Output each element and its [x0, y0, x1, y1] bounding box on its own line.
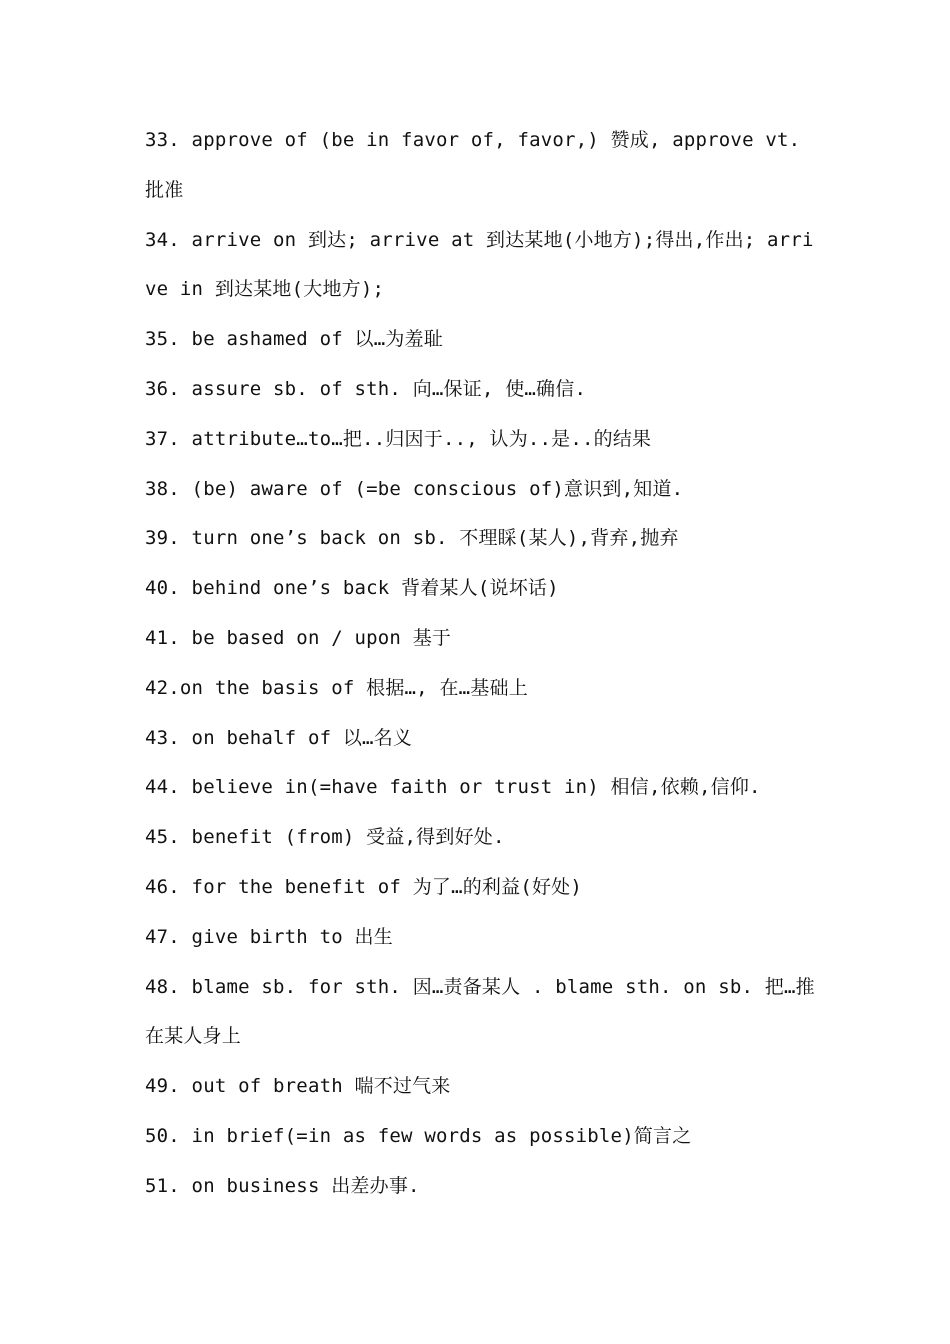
list-item: 51. on business 出差办事. — [145, 1174, 420, 1197]
phrase-list — [145, 116, 815, 1212]
list-item: 38. (be) aware of (=be conscious of)意识到,知道. — [145, 477, 684, 500]
list-item: 37. attribute…to…把..归因于.., 认为..是..的结果 — [145, 427, 652, 450]
list-item: 46. for the benefit of 为了…的利益(好处) — [145, 875, 583, 898]
list-item: 36. assure sb. of sth. 向…保证, 使…确信. — [145, 377, 587, 400]
list-item: 42.on the basis of 根据…, 在…基础上 — [145, 676, 528, 699]
list-item: 49. out of breath 喘不过气来 — [145, 1075, 451, 1098]
list-item: 48. blame sb. for sth. 因…责备某人 . blame sth. on sb. 把…推在某人身上 — [145, 975, 815, 1048]
list-item: 43. on behalf of 以…名义 — [145, 726, 413, 749]
list-item: 45. benefit (from) 受益,得到好处. — [145, 826, 505, 849]
list-item: 41. be based on / upon 基于 — [145, 626, 452, 649]
list-item: 50. in brief(=in as few words as possible)简言之 — [145, 1124, 692, 1147]
list-item: 35. be ashamed of 以…为羞耻 — [145, 328, 443, 351]
list-item: 44. believe in(=have faith or trust in) 相信,依赖,信仰. — [145, 776, 761, 799]
list-item: 39. turn one’s back on sb. 不理睬(某人),背弃,抛弃 — [145, 527, 679, 550]
list-item: 33. approve of (be in favor of, favor,) 赞成, approve vt. 批准 — [145, 129, 801, 201]
list-item: 34. arrive on 到达; arrive at 到达某地(小地方);得出,作出; arrive in 到达某地(大地方); — [145, 228, 814, 301]
list-item: 40. behind one’s back 背着某人(说坏话) — [145, 577, 559, 600]
list-item: 47. give birth to 出生 — [145, 925, 393, 948]
